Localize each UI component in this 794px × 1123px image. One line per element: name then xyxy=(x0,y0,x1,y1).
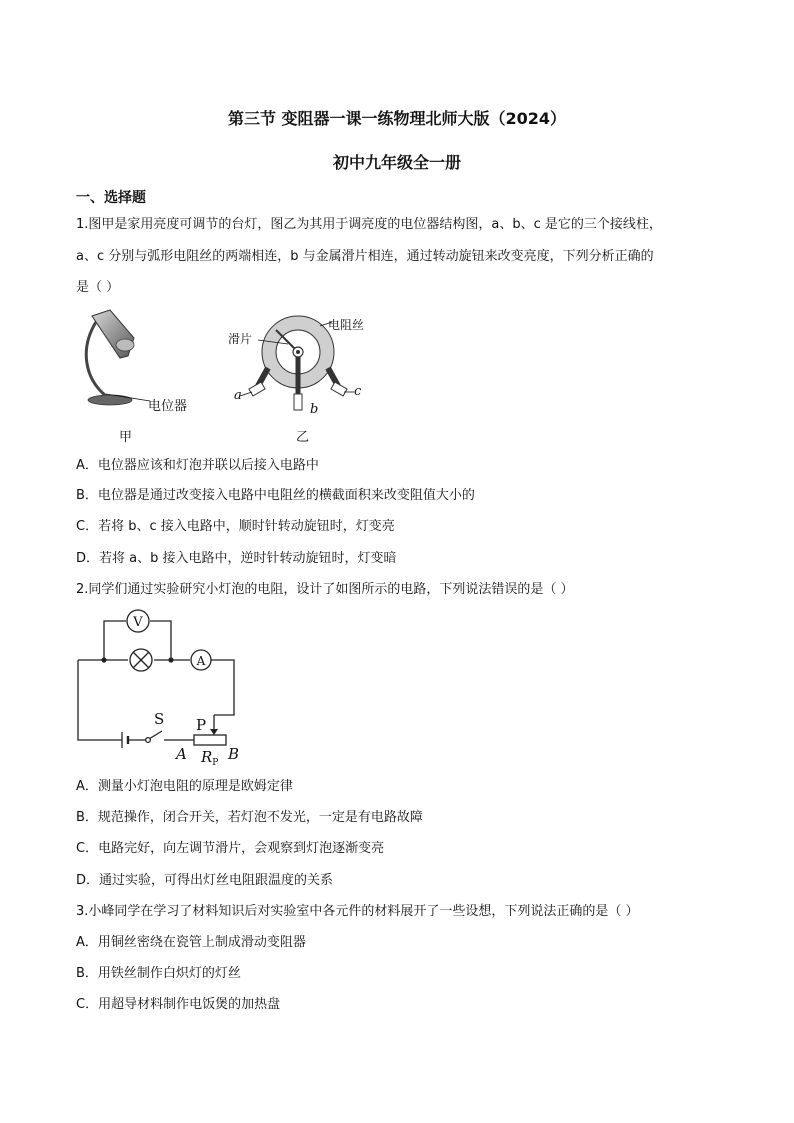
q3-option-b: B．用铁丝制作白炽灯的灯丝 xyxy=(76,966,241,981)
slider-label: 滑片 xyxy=(228,332,253,346)
q3-option-c: C．用超导材料制作电饭煲的加热盘 xyxy=(76,997,281,1012)
terminal-c-label: c xyxy=(354,384,362,399)
circuit-diagram xyxy=(70,605,250,765)
lamp-figure xyxy=(76,308,206,408)
resistance-wire-label: 电阻丝 xyxy=(328,318,365,332)
q2-option-b: B．规范操作，闭合开关，若灯泡不发光，一定是有电路故障 xyxy=(76,810,423,825)
section-heading: 一、选择题 xyxy=(76,190,146,206)
page-title: 第三节 变阻器一课一练物理北师大版（2024） xyxy=(227,109,567,128)
end-a-label: A xyxy=(176,745,187,763)
slider-p-label: P xyxy=(196,716,207,734)
q1-option-a: A．电位器应该和灯泡并联以后接入电路中 xyxy=(76,458,319,473)
q1-stem-line-1: 1.图甲是家用亮度可调节的台灯，图乙为其用于调亮度的电位器结构图，a、b、c 是它的三个接线柱， xyxy=(76,217,662,232)
ammeter-symbol: A xyxy=(196,654,206,668)
lamp-callout-label: 电位器 xyxy=(148,399,188,414)
q2-option-c: C．电路完好，向左调节滑片，会观察到灯泡逐渐变亮 xyxy=(76,841,385,856)
svg-text:RP xyxy=(200,748,218,765)
terminal-b-label: b xyxy=(310,402,319,417)
rheostat-subscript: P xyxy=(212,758,219,765)
q2-option-a: A．测量小灯泡电阻的原理是欧姆定律 xyxy=(76,779,293,794)
q1-option-c: C．若将 b、c 接入电路中，顺时针转动旋钮时，灯变亮 xyxy=(76,519,395,534)
q2-stem: 2.同学们通过实验研究小灯泡的电阻，设计了如图所示的电路，下列说法错误的是（ ） xyxy=(76,582,574,597)
q3-stem: 3.小峰同学在学习了材料知识后对实验室中各元件的材料展开了一些设想，下列说法正确的是（ ） xyxy=(76,904,639,919)
q3-option-a: A．用铜丝密绕在瓷管上制成滑动变阻器 xyxy=(76,935,306,950)
lamp-caption: 甲 xyxy=(119,430,133,445)
voltmeter-symbol: V xyxy=(133,615,143,630)
terminal-a-label: a xyxy=(234,388,242,403)
switch-label: S xyxy=(154,710,165,728)
end-b-label: B xyxy=(228,745,240,763)
rheostat-label: R xyxy=(201,748,213,765)
q1-stem-line-2: a、c 分别与弧形电阻丝的两端相连，b 与金属滑片相连，通过转动旋钮来改变亮度，下列分析正确的 xyxy=(76,249,654,264)
q1-option-b: B．电位器是通过改变接入电路中电阻丝的横截面积来改变阻值大小的 xyxy=(76,488,475,503)
page-subtitle: 初中九年级全一册 xyxy=(332,153,461,172)
q2-option-d: D．通过实验，可得出灯丝电阻跟温度的关系 xyxy=(76,873,334,888)
potentiometer-caption: 乙 xyxy=(296,430,310,445)
q1-stem-line-3: 是（ ） xyxy=(76,280,120,295)
q1-option-d: D．若将 a、b 接入电路中，逆时针转动旋钮时，灯变暗 xyxy=(76,551,397,566)
